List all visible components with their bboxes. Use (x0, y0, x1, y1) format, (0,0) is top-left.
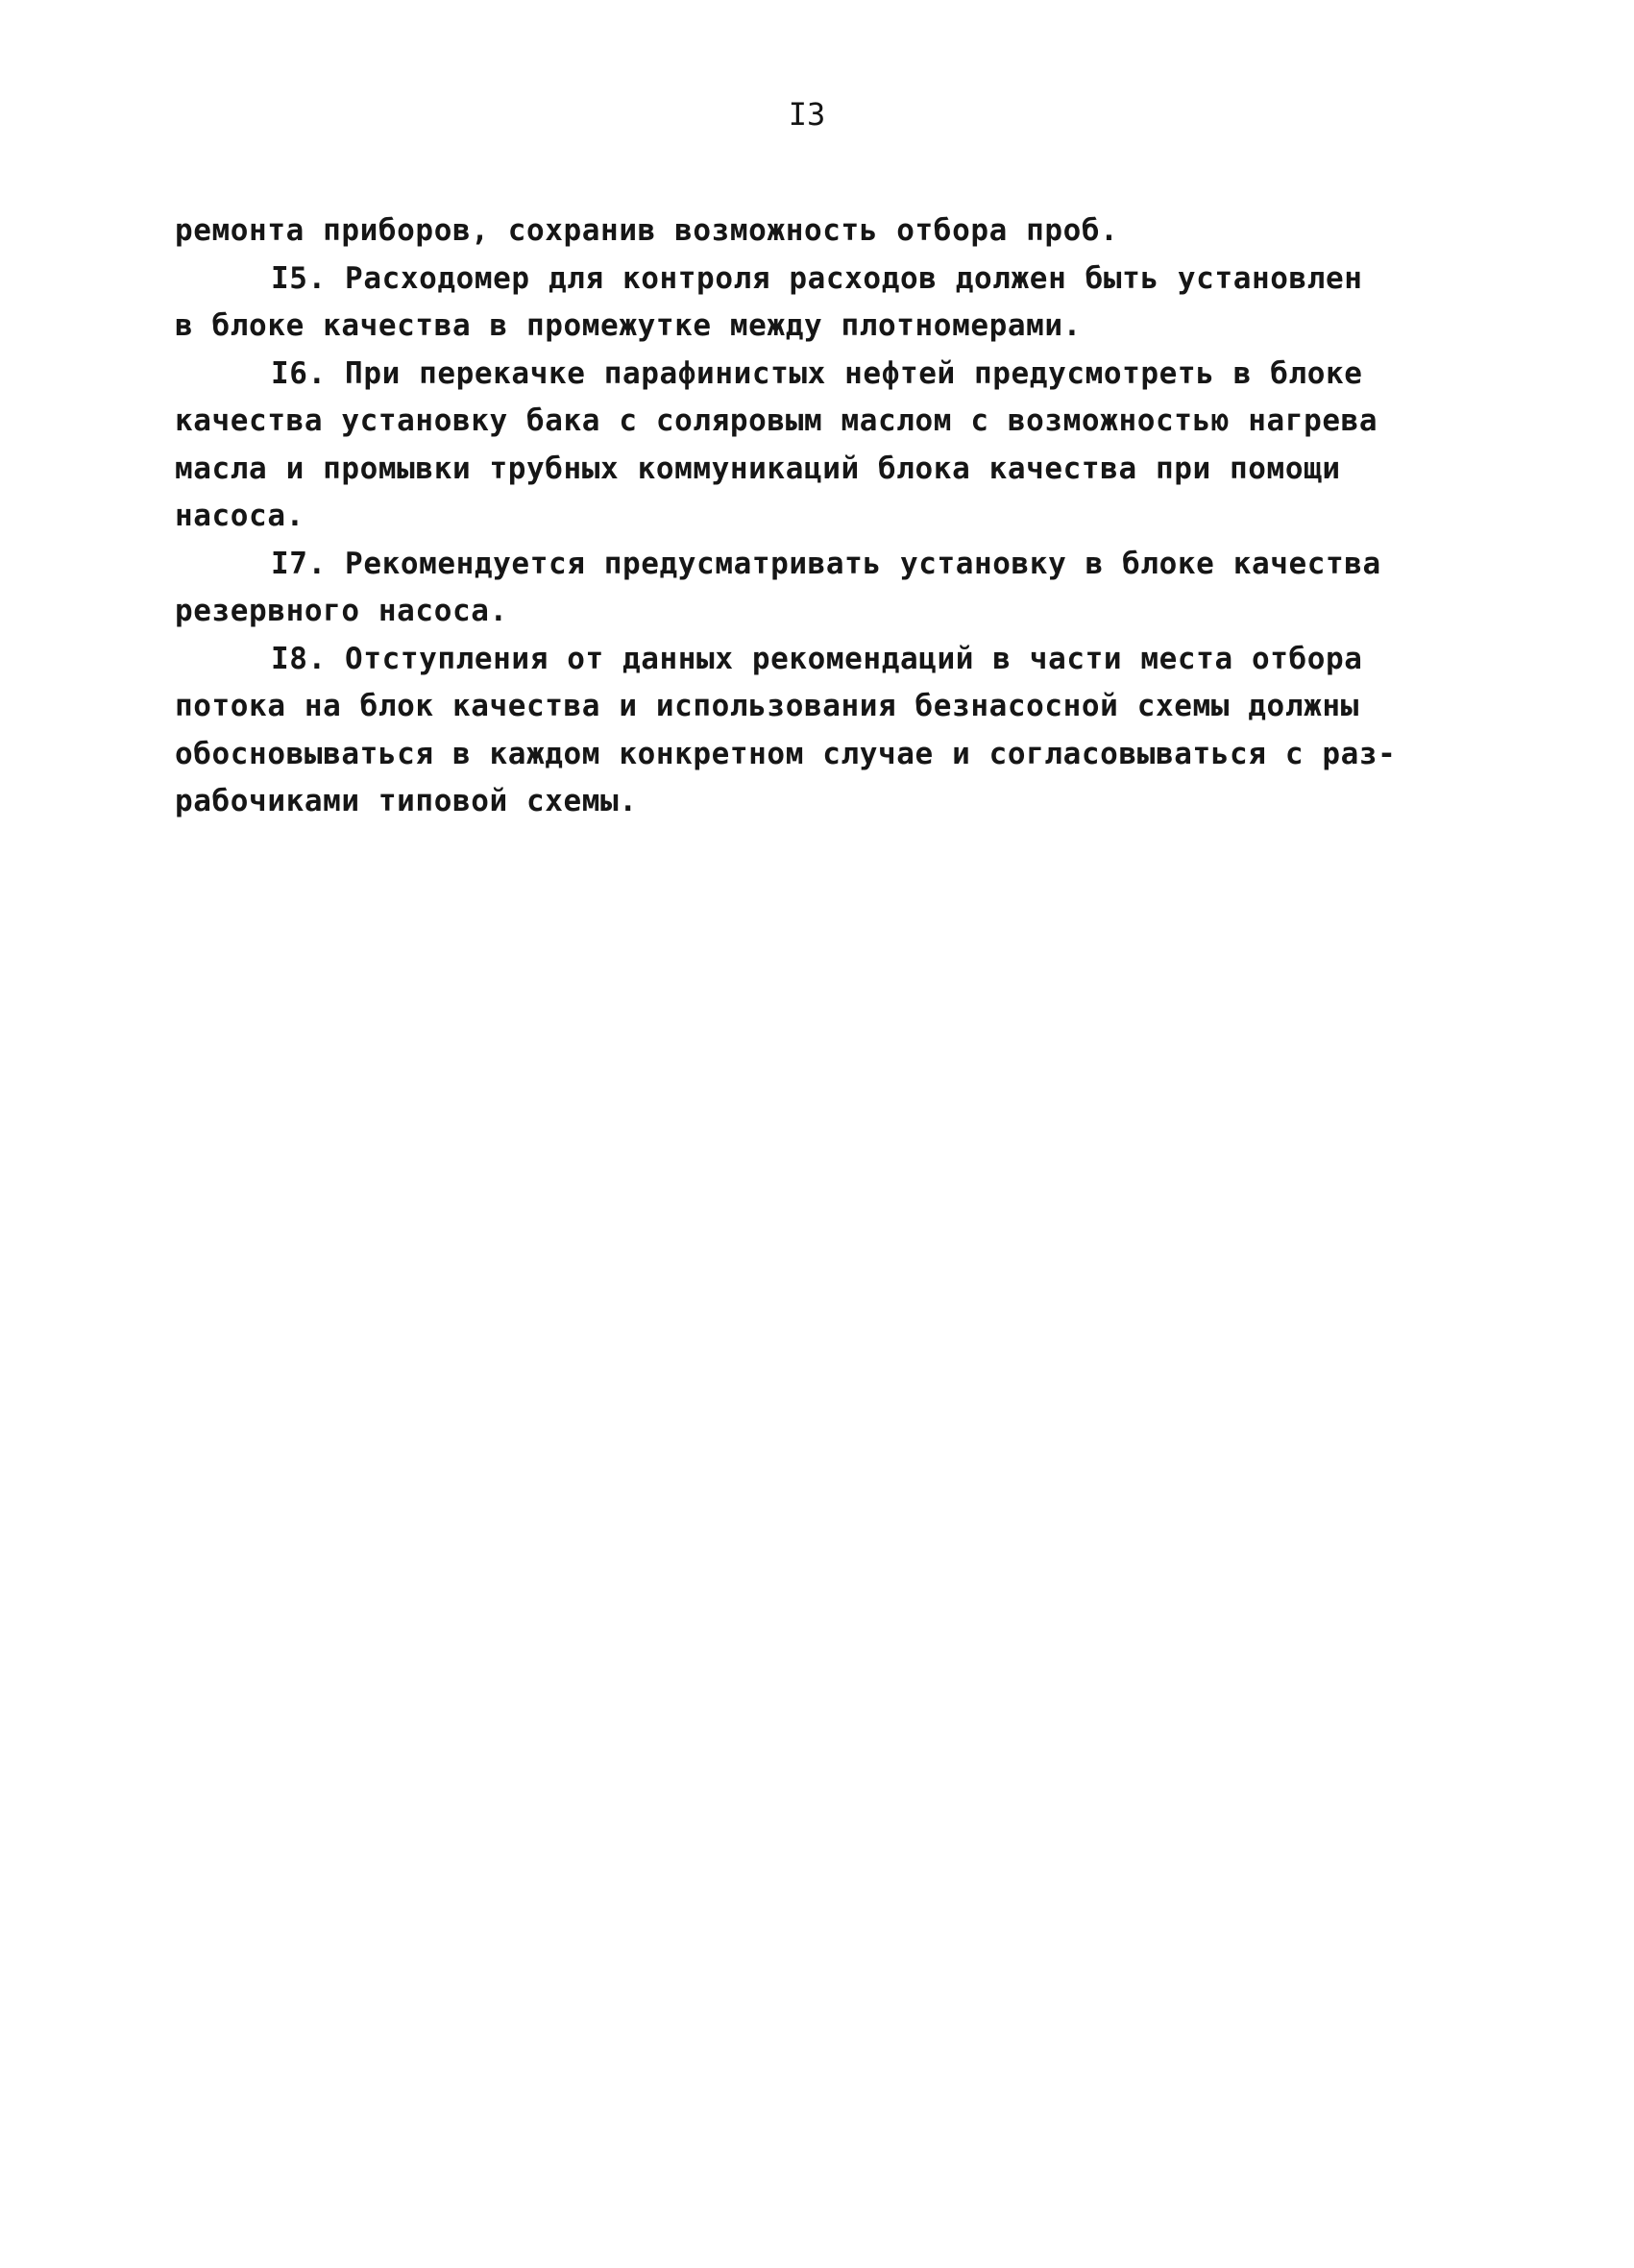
text-line: качества установку бака с соляровым маслом с возможностью нагрева (175, 403, 1378, 438)
page-number: I3 (788, 96, 826, 133)
text-line: рабочиками типовой схемы. (175, 784, 638, 818)
text-line: ремонта приборов, сохранив возможность отбора проб. (175, 213, 1119, 248)
body-text (175, 207, 1452, 826)
text-line: насоса. (175, 499, 305, 533)
item-18-line: I8. Отступления от данных рекомендаций в части места отбора (271, 641, 1363, 676)
text-line: резервного насоса. (175, 594, 508, 628)
item-15-line: I5. Расходомер для контроля расходов должен быть установлен (271, 260, 1363, 296)
text-line: потока на блок качества и использования безнасосной схемы должны (175, 689, 1359, 723)
text-line: обосновываться в каждом конкретном случае и согласовываться с раз- (175, 736, 1397, 771)
text-line: масла и промывки трубных коммуникаций блока качества при помощи (175, 451, 1341, 486)
item-16-line: I6. При перекачке парафинистых нефтей предусмотреть в блоке (271, 355, 1363, 391)
item-17-line: I7. Рекомендуется предусматривать установку в блоке качества (271, 546, 1381, 581)
text-line: в блоке качества в промежутке между плотномерами. (175, 308, 1082, 343)
